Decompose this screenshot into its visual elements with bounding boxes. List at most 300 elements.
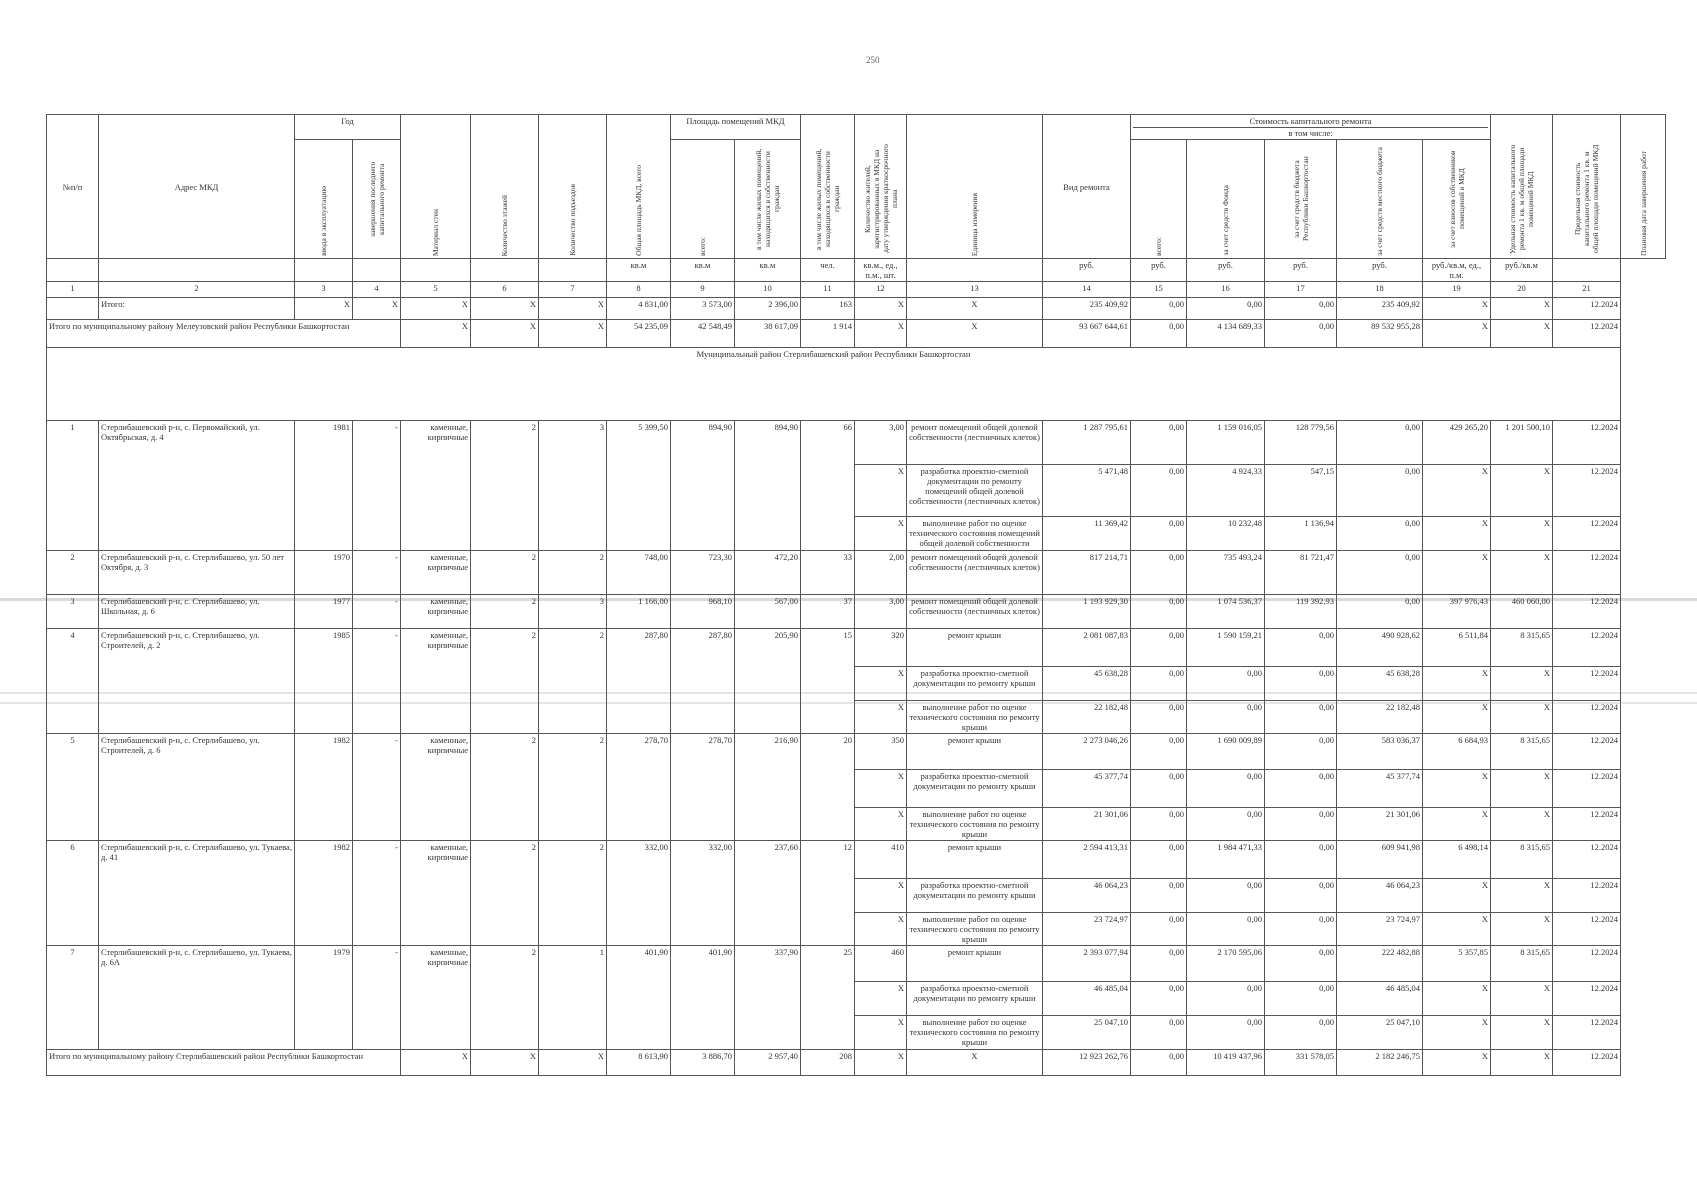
itogo-c10: 2 396,00 [735,298,801,320]
repair-cost-fund: 0,00 [1131,1016,1187,1050]
repair-unit: X [855,465,907,517]
repair-unit: X [855,879,907,913]
repair-unit-cost: X [1423,770,1491,808]
header-repair-type: Вид ремонта [1043,115,1131,259]
meleuz-total-c20: X [1491,320,1553,348]
repair-cost-republic: 1 590 159,21 [1187,629,1265,667]
column-number: 14 [1043,282,1131,298]
sterli-total-c10: 2 957,40 [735,1050,801,1076]
repair-cost-republic: 0,00 [1187,1016,1265,1050]
repair-unit: 350 [855,734,907,770]
repair-cost-republic: 0,00 [1187,770,1265,808]
repair-cost-fund: 0,00 [1131,667,1187,701]
itogo-c6: X [471,298,539,320]
repair-cost-owners: 23 724,97 [1337,913,1423,946]
repair-unit: 320 [855,629,907,667]
repair-unit: X [855,770,907,808]
capital-repair-table-sheet [46,114,1666,1076]
meleuz-total-c9: 42 548,49 [671,320,735,348]
header-no: №п/п [47,115,99,259]
itogo-c8: 4 831,00 [607,298,671,320]
header-cost-owners: за счет взносов собственников помещений в МКД [1423,140,1491,259]
repair-limit-cost: 1 201 500,10 [1491,421,1553,465]
repair-cost-total: 45 377,74 [1043,770,1131,808]
repair-cost-local: 128 779,56 [1265,421,1337,465]
house-total-area: 401,90 [607,946,671,1050]
house-floors: 2 [471,551,539,595]
unit-cell: руб./кв.м, ед., п.м. [1423,259,1491,282]
sterli-total-c13: X [907,1050,1043,1076]
units-row [47,259,1666,282]
unit-cell: руб. [1265,259,1337,282]
repair-cost-republic: 10 232,48 [1187,517,1265,551]
column-number: 18 [1337,282,1423,298]
house-entrances: 2 [539,551,607,595]
repair-cost-owners: 583 036,37 [1337,734,1423,770]
repair-type: выполнение работ по оценке технического состояния по ремонту крыши [907,701,1043,734]
house-year: 1985 [295,629,353,734]
itogo-label: Итого: [99,298,295,320]
meleuz-total-c8: 54 235,09 [607,320,671,348]
repair-type: ремонт крыши [907,734,1043,770]
page-number: 250 [866,55,880,65]
itogo-c5: X [401,298,471,320]
house-entrances: 2 [539,629,607,734]
house-residents: 37 [801,595,855,629]
header-total-area: Общая площадь МКД, всего [607,115,671,259]
repair-cost-owners: 46 064,23 [1337,879,1423,913]
house-material: каменные, кирпичные [401,551,471,595]
repair-deadline: 12.2024 [1553,629,1621,667]
repair-unit-cost: 5 357,85 [1423,946,1491,982]
repair-limit-cost: X [1491,551,1553,595]
repair-cost-fund: 0,00 [1131,879,1187,913]
header-cost-fund: за счет средств Фонда [1187,140,1265,259]
repair-cost-local: 0,00 [1265,808,1337,841]
house-year: 1981 [295,421,353,551]
repair-cost-total: 22 182,48 [1043,701,1131,734]
column-number-row [47,282,1666,298]
itogo-c4: X [353,298,401,320]
repair-type: выполнение работ по оценке технического состояния по ремонту крыши [907,1016,1043,1050]
section-title: Муниципальный район Стерлибашевский район Республики Башкортостан [47,348,1621,421]
repair-unit-cost: X [1423,982,1491,1016]
capital-repair-table [46,114,1666,1076]
repair-unit-cost: 6 498,14 [1423,841,1491,879]
repair-cost-local: 0,00 [1265,982,1337,1016]
repair-unit: X [855,808,907,841]
house-residents: 12 [801,841,855,946]
unit-cell: руб. [1131,259,1187,282]
house-address: Стерлибашевский р-н, с. Стерлибашево, ул. Строителей, д. 6 [99,734,295,841]
house-address: Стерлибашевский р-н, с. Стерлибашево, ул. Тукаева, д. 6А [99,946,295,1050]
repair-cost-total: 5 471,48 [1043,465,1131,517]
repair-limit-cost: 8 315,65 [1491,946,1553,982]
meleuz-total-c10: 38 617,09 [735,320,801,348]
house-number: 4 [47,629,99,734]
repair-limit-cost: X [1491,913,1553,946]
header-limit-cost: Предельная стоимость капитального ремонта 1 кв. м общей площади помещений МКД [1553,115,1621,259]
repair-deadline: 12.2024 [1553,734,1621,770]
house-row [47,946,1666,982]
header-area-all: всего: [671,140,735,259]
repair-unit: X [855,982,907,1016]
repair-cost-republic: 4 924,33 [1187,465,1265,517]
meleuz-total-c12: X [855,320,907,348]
sterli-total-c5: X [401,1050,471,1076]
house-material: каменные, кирпичные [401,629,471,734]
repair-deadline: 12.2024 [1553,946,1621,982]
itogo-c13: X [907,298,1043,320]
repair-cost-republic: 735 493,24 [1187,551,1265,595]
repair-cost-republic: 1 074 536,37 [1187,595,1265,629]
sterli-total-row [47,1050,1666,1076]
repair-cost-local: 81 721,47 [1265,551,1337,595]
house-residents: 25 [801,946,855,1050]
house-entrances: 2 [539,841,607,946]
repair-limit-cost: X [1491,667,1553,701]
repair-type: разработка проектно-сметной документации по ремонту помещений общей долевой собственности (лестничных клеток) [907,465,1043,517]
repair-unit-cost: X [1423,517,1491,551]
repair-deadline: 12.2024 [1553,667,1621,701]
repair-type: разработка проектно-сметной документации по ремонту крыши [907,770,1043,808]
sterli-total-c12: X [855,1050,907,1076]
house-address: Стерлибашевский р-н, с. Стерлибашево, ул. Школьная, д. 6 [99,595,295,629]
column-number: 21 [1553,282,1621,298]
repair-unit-cost: X [1423,667,1491,701]
repair-type: выполнение работ по оценке технического состояния по ремонту крыши [907,913,1043,946]
repair-limit-cost: X [1491,1016,1553,1050]
repair-unit: X [855,667,907,701]
repair-unit-cost: X [1423,879,1491,913]
house-number: 7 [47,946,99,1050]
repair-cost-owners: 0,00 [1337,465,1423,517]
header-group-row [47,115,1666,140]
itogo-c20: X [1491,298,1553,320]
house-year: 1977 [295,595,353,629]
repair-cost-local: 0,00 [1265,629,1337,667]
section-title-row [47,348,1666,421]
repair-cost-fund: 0,00 [1131,734,1187,770]
repair-deadline: 12.2024 [1553,913,1621,946]
house-material: каменные, кирпичные [401,946,471,1050]
repair-cost-owners: 45 377,74 [1337,770,1423,808]
repair-type: ремонт помещений общей долевой собственности (лестничных клеток) [907,595,1043,629]
repair-cost-fund: 0,00 [1131,770,1187,808]
repair-unit: 460 [855,946,907,982]
column-number: 6 [471,282,539,298]
house-row [47,734,1666,770]
house-material: каменные, кирпичные [401,595,471,629]
repair-deadline: 12.2024 [1553,421,1621,465]
house-area-owned: 205,90 [735,629,801,734]
repair-limit-cost: X [1491,982,1553,1016]
header-residents: Количество жителей, зарегистрированных в МКД на дату утверждения краткосрочного плана [855,115,907,259]
house-entrances: 3 [539,421,607,551]
sterli-total-c19: X [1423,1050,1491,1076]
header-floors: Количество этажей [471,115,539,259]
unit-cell [907,259,1043,282]
unit-cell: руб. [1187,259,1265,282]
house-entrances: 2 [539,734,607,841]
repair-unit-cost: X [1423,701,1491,734]
itogo-c15: 0,00 [1131,298,1187,320]
repair-cost-republic: 0,00 [1187,982,1265,1016]
house-area-all: 332,00 [671,841,735,946]
house-last-repair: - [353,629,401,734]
house-entrances: 1 [539,946,607,1050]
repair-cost-fund: 0,00 [1131,629,1187,667]
sterli-total-label: Итого по муниципальному району Стерлибашевский район Республики Башкортостан [47,1050,401,1076]
itogo-c21: 12.2024 [1553,298,1621,320]
house-number: 3 [47,595,99,629]
repair-cost-owners: 609 941,98 [1337,841,1423,879]
house-floors: 2 [471,841,539,946]
itogo-c17: 0,00 [1265,298,1337,320]
repair-cost-total: 25 047,10 [1043,1016,1131,1050]
unit-cell [295,259,353,282]
meleuz-total-c18: 89 532 955,28 [1337,320,1423,348]
repair-cost-local: 1 136,94 [1265,517,1337,551]
column-number: 10 [735,282,801,298]
sterli-total-c17: 331 578,05 [1265,1050,1337,1076]
unit-cell [539,259,607,282]
house-area-all: 278,70 [671,734,735,841]
column-number: 7 [539,282,607,298]
repair-cost-owners: 46 485,04 [1337,982,1423,1016]
header-unit-cost: Удельная стоимость капитального ремонта 1 кв. м общей площади помещений МКД [1491,115,1553,259]
house-last-repair: - [353,551,401,595]
repair-cost-local: 0,00 [1265,1016,1337,1050]
sterli-total-c14: 12 923 262,76 [1043,1050,1131,1076]
repair-cost-republic: 0,00 [1187,879,1265,913]
repair-cost-total: 2 081 087,83 [1043,629,1131,667]
sterli-total-c16: 10 419 437,96 [1187,1050,1265,1076]
unit-cell: руб./кв.м [1491,259,1553,282]
repair-cost-local: 0,00 [1265,770,1337,808]
header-wall-material: Материал стен [401,115,471,259]
house-row [47,595,1666,629]
itogo-c14: 235 409,92 [1043,298,1131,320]
repair-cost-local: 119 392,93 [1265,595,1337,629]
house-floors: 2 [471,595,539,629]
house-residents: 20 [801,734,855,841]
repair-limit-cost: X [1491,701,1553,734]
unit-cell: руб. [1043,259,1131,282]
house-floors: 2 [471,421,539,551]
house-total-area: 748,00 [607,551,671,595]
repair-type: разработка проектно-сметной документации по ремонту крыши [907,879,1043,913]
itogo-c3: X [295,298,353,320]
sterli-total-c18: 2 182 246,75 [1337,1050,1423,1076]
house-area-owned: 237,60 [735,841,801,946]
repair-type: ремонт крыши [907,629,1043,667]
repair-unit-cost: 429 265,20 [1423,421,1491,465]
repair-cost-fund: 0,00 [1131,808,1187,841]
house-total-area: 278,70 [607,734,671,841]
house-number: 6 [47,841,99,946]
repair-cost-local: 0,00 [1265,667,1337,701]
repair-cost-fund: 0,00 [1131,517,1187,551]
house-residents: 15 [801,629,855,734]
column-number: 15 [1131,282,1187,298]
repair-cost-republic: 1 984 471,33 [1187,841,1265,879]
repair-deadline: 12.2024 [1553,841,1621,879]
unit-cell: кв.м [607,259,671,282]
house-area-all: 723,30 [671,551,735,595]
repair-cost-fund: 0,00 [1131,421,1187,465]
house-number: 5 [47,734,99,841]
repair-cost-total: 2 393 077,94 [1043,946,1131,982]
repair-limit-cost: 460 060,00 [1491,595,1553,629]
house-year: 1970 [295,551,353,595]
house-row [47,629,1666,667]
house-area-all: 287,80 [671,629,735,734]
repair-unit: 2,00 [855,551,907,595]
repair-cost-owners: 45 638,28 [1337,667,1423,701]
column-number: 5 [401,282,471,298]
repair-unit: 3,00 [855,421,907,465]
header-year-group: Год [295,115,401,140]
meleuz-total-label: Итого по муниципальному району Мелеузовский район Республики Башкортостан [47,320,401,348]
unit-cell [353,259,401,282]
repair-deadline: 12.2024 [1553,879,1621,913]
repair-cost-owners: 490 928,62 [1337,629,1423,667]
house-area-all: 894,90 [671,421,735,551]
unit-cell [99,259,295,282]
house-year: 1979 [295,946,353,1050]
house-area-owned: 567,00 [735,595,801,629]
repair-type: выполнение работ по оценке технического состояния по ремонту крыши [907,808,1043,841]
house-total-area: 332,00 [607,841,671,946]
house-area-all: 401,90 [671,946,735,1050]
repair-type: ремонт крыши [907,946,1043,982]
repair-deadline: 12.2024 [1553,595,1621,629]
repair-type: разработка проектно-сметной документации по ремонту крыши [907,982,1043,1016]
repair-cost-total: 2 273 046,26 [1043,734,1131,770]
house-floors: 2 [471,946,539,1050]
repair-deadline: 12.2024 [1553,1016,1621,1050]
column-number: 9 [671,282,735,298]
sterli-total-c6: X [471,1050,539,1076]
house-residents: 66 [801,421,855,551]
house-material: каменные, кирпичные [401,841,471,946]
meleuz-total-c21: 12.2024 [1553,320,1621,348]
column-number: 20 [1491,282,1553,298]
itogo-c16: 0,00 [1187,298,1265,320]
house-year: 1982 [295,841,353,946]
house-area-owned: 216,90 [735,734,801,841]
itogo-c11: 163 [801,298,855,320]
column-number: 4 [353,282,401,298]
house-address: Стерлибашевский р-н, с. Первомайский, ул. Октябрьская, д. 4 [99,421,295,551]
repair-cost-owners: 25 047,10 [1337,1016,1423,1050]
repair-deadline: 12.2024 [1553,701,1621,734]
repair-deadline: 12.2024 [1553,517,1621,551]
column-number: 19 [1423,282,1491,298]
column-number: 11 [801,282,855,298]
column-number: 8 [607,282,671,298]
house-address: Стерлибашевский р-н, с. Стерлибашево, ул. Строителей, д. 2 [99,629,295,734]
repair-cost-fund: 0,00 [1131,946,1187,982]
repair-cost-local: 0,00 [1265,701,1337,734]
meleuz-total-c5: X [401,320,471,348]
unit-cell [471,259,539,282]
header-cost-republic: за счет средств бюджета Республики Башкортостан [1265,140,1337,259]
repair-cost-owners: 0,00 [1337,517,1423,551]
itogo-c7: X [539,298,607,320]
itogo-c18: 235 409,92 [1337,298,1423,320]
repair-cost-fund: 0,00 [1131,595,1187,629]
column-number: 3 [295,282,353,298]
house-last-repair: - [353,595,401,629]
repair-cost-local: 0,00 [1265,841,1337,879]
sterli-total-c11: 208 [801,1050,855,1076]
unit-cell [1553,259,1621,282]
column-number: 2 [99,282,295,298]
house-row [47,841,1666,879]
repair-cost-total: 1 193 929,30 [1043,595,1131,629]
repair-cost-local: 547,15 [1265,465,1337,517]
repair-unit-cost: X [1423,465,1491,517]
unit-cell [47,259,99,282]
repair-deadline: 12.2024 [1553,551,1621,595]
house-floors: 2 [471,734,539,841]
repair-unit-cost: 6 684,93 [1423,734,1491,770]
repair-cost-local: 0,00 [1265,879,1337,913]
house-total-area: 5 399,50 [607,421,671,551]
repair-deadline: 12.2024 [1553,982,1621,1016]
repair-cost-total: 1 287 795,61 [1043,421,1131,465]
header-deadline: Плановая дата завершения работ [1621,115,1666,259]
repair-unit-cost: X [1423,913,1491,946]
house-total-area: 1 166,00 [607,595,671,629]
house-area-owned: 337,90 [735,946,801,1050]
repair-limit-cost: 8 315,65 [1491,841,1553,879]
header-address: Адрес МКД [99,115,295,259]
house-number: 2 [47,551,99,595]
header-area-group: Площадь помещений МКД [671,115,801,140]
repair-cost-owners: 222 482,88 [1337,946,1423,982]
header-owned-area: в том числе жилых помещений, находящихся в собственности граждан [801,115,855,259]
meleuz-total-c17: 0,00 [1265,320,1337,348]
house-total-area: 287,80 [607,629,671,734]
header-cost-local: за счет средств местного бюджета [1337,140,1423,259]
repair-deadline: 12.2024 [1553,808,1621,841]
unit-cell: чел. [801,259,855,282]
meleuz-total-c7: X [539,320,607,348]
column-number: 13 [907,282,1043,298]
repair-type: выполнение работ по оценке технического состояния помещений общей долевой собственности [907,517,1043,551]
repair-limit-cost: X [1491,465,1553,517]
repair-cost-fund: 0,00 [1131,913,1187,946]
repair-cost-republic: 1 690 009,89 [1187,734,1265,770]
repair-limit-cost: 8 315,65 [1491,629,1553,667]
repair-cost-total: 21 301,06 [1043,808,1131,841]
meleuz-total-c13: X [907,320,1043,348]
house-last-repair: - [353,841,401,946]
itogo-c12: X [855,298,907,320]
meleuz-total-c11: 1 914 [801,320,855,348]
header-cost-group: Стоимость капитального ремонта в том числе: [1131,115,1491,140]
unit-cell: руб. [1337,259,1423,282]
repair-cost-fund: 0,00 [1131,465,1187,517]
header-entrances: Количество подъездов [539,115,607,259]
repair-unit-cost: X [1423,808,1491,841]
repair-unit-cost: X [1423,1016,1491,1050]
repair-unit: X [855,517,907,551]
meleuz-total-c19: X [1423,320,1491,348]
